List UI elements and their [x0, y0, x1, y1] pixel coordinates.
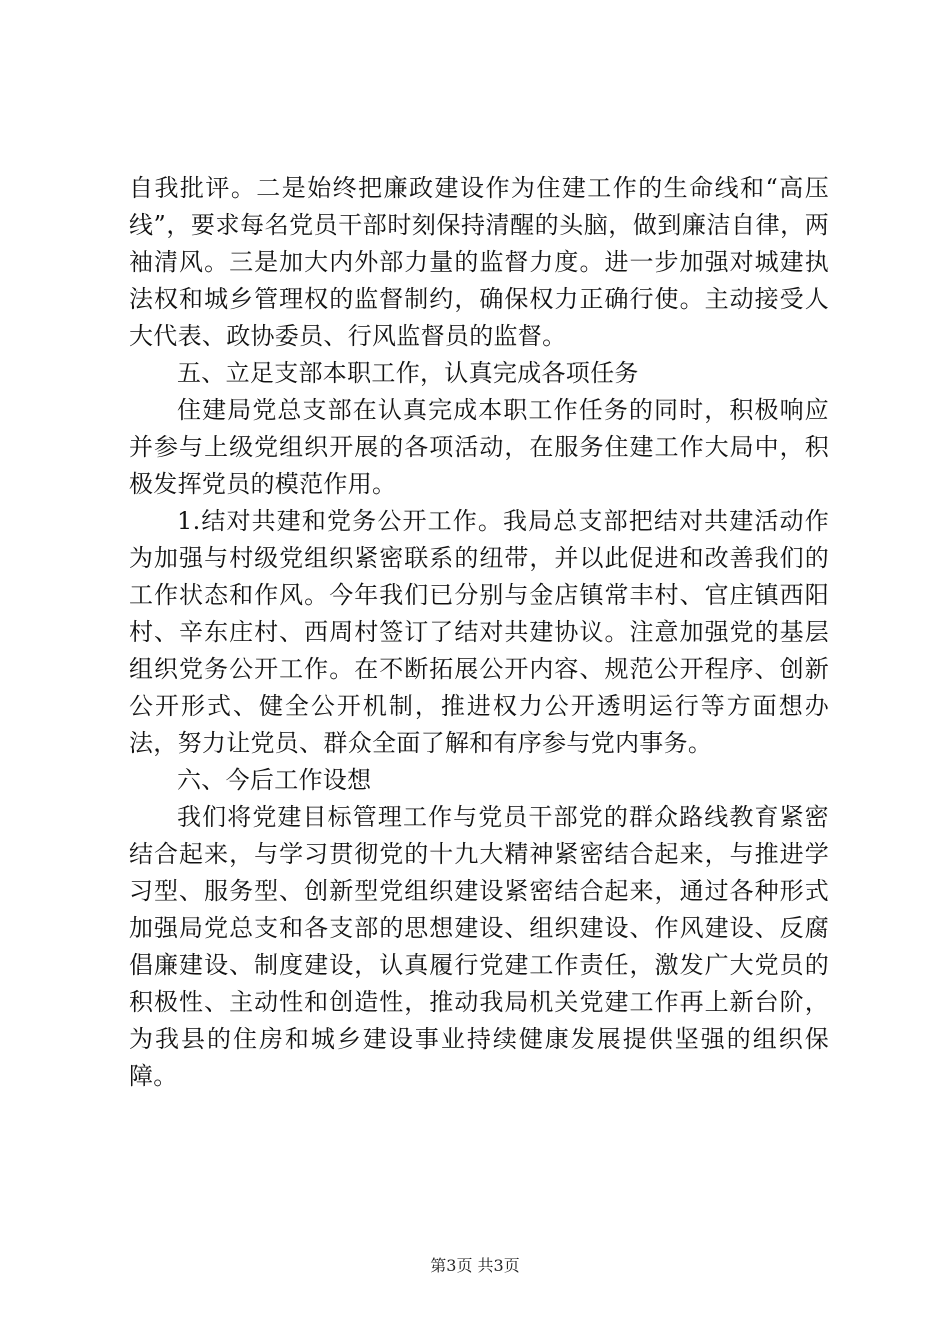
paragraph: 我们将党建目标管理工作与党员干部党的群众路线教育紧密结合起来，与学习贯彻党的十九大精神紧密结合起来，与推进学习型、服务型、创新型党组织建设紧密结合起来，通过各种形式加强局党总支和各支部的思想建设、组织建设、作风建设、反腐倡廉建设、制度建设，认真履行党建工作责任，激发广大党员的积极性、主动性和创造性，推动我局机关党建工作再上新台阶，为我县的住房和城乡建设事业持续健康发展提供坚强的组织保障。 [129, 803, 829, 1090]
paragraph-continuation: 自我批评。二是始终把廉政建设作为住建工作的生命线和“高压线”，要求每名党员干部时刻保持清醒的头脑，做到廉洁自律，两袖清风。三是加大内外部力量的监督力度。进一步加强对城建执法权和城乡管理权的监督制约，确保权力正确行使。主动接受人大代表、政协委员、行风监督员的监督。 [129, 174, 829, 350]
document-body [129, 170, 829, 1095]
section-heading-6: 六、今后工作设想 [177, 766, 372, 794]
paragraph: 1.结对共建和党务公开工作。我局总支部把结对共建活动作为加强与村级党组织紧密联系的纽带，并以此促进和改善我们的工作状态和作风。今年我们已分别与金店镇常丰村、官庄镇西阳村、辛东庄村、西周村签订了结对共建协议。注意加强党的基层组织党务公开工作。在不断拓展公开内容、规范公开程序、创新公开形式、健全公开机制，推进权力公开透明运行等方面想办法，努力让党员、群众全面了解和有序参与党内事务。 [129, 507, 829, 757]
section-heading-5: 五、立足支部本职工作，认真完成各项任务 [177, 359, 639, 387]
page-number-footer: 第3页 共3页 [430, 1256, 520, 1275]
paragraph: 住建局党总支部在认真完成本职工作任务的同时，积极响应并参与上级党组织开展的各项活动，在服务住建工作大局中，积极发挥党员的模范作用。 [129, 396, 829, 498]
